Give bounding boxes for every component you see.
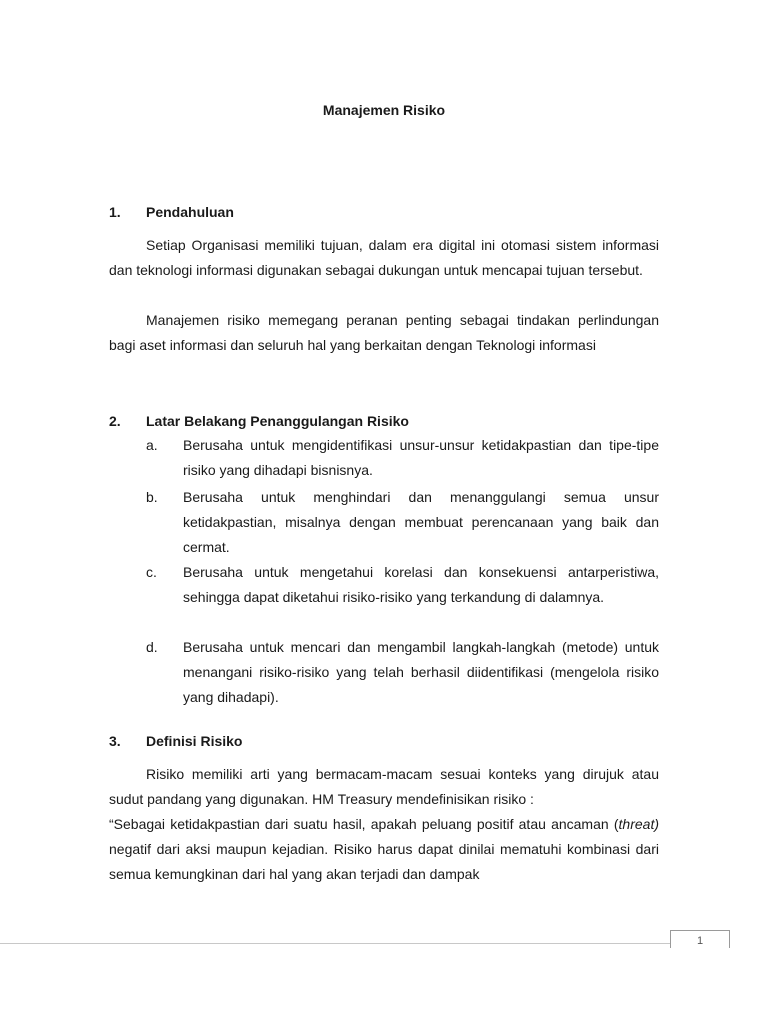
paragraph: Risiko memiliki arti yang bermacam-macam sesuai konteks yang dirujuk atau sudut pandang yang digunakan. HM Treasury mendefinisikan risiko :: [109, 766, 659, 807]
footer-rule: [0, 943, 670, 944]
quote-paragraph: [109, 812, 659, 887]
list-item: [146, 433, 659, 483]
list-item-marker: b.: [146, 489, 158, 505]
section-number: 2.: [109, 413, 121, 429]
list-item-text: Berusaha untuk mengetahui korelasi dan konsekuensi antarperistiwa, sehingga dapat diketahui risiko-risiko yang terkandung di dalamnya.: [183, 564, 659, 605]
paragraph: Setiap Organisasi memiliki tujuan, dalam era digital ini otomasi sistem informasi dan teknologi informasi digunakan sebagai dukungan untuk mencapai tujuan tersebut.: [109, 237, 659, 278]
section-title: Definisi Risiko: [146, 733, 243, 749]
section-title: Pendahuluan: [146, 204, 234, 220]
list-item: [146, 560, 659, 610]
list-item-text: Berusaha untuk mencari dan mengambil langkah-langkah (metode) untuk menangani risiko-risiko yang telah berhasil diidentifikasi (mengelola risiko yang dihadapi).: [183, 639, 659, 705]
quote-text: “Sebagai ketidakpastian dari suatu hasil, apakah peluang positif atau ancaman (: [109, 816, 619, 832]
list-item: [146, 635, 659, 710]
page-number: 1: [670, 930, 730, 948]
list-item-marker: d.: [146, 639, 158, 655]
quote-text: negatif dari aksi maupun kejadian. Risiko harus dapat dinilai mematuhi kombinasi dari semua kemungkinan dari hal yang akan terjadi dan dampak: [109, 841, 659, 882]
list-item-text: Berusaha untuk menghindari dan menanggulangi semua unsur ketidakpastian, misalnya dengan membuat perencanaan yang baik dan cermat.: [183, 489, 659, 555]
list-item: [146, 485, 659, 560]
quote-italic-term: threat): [618, 816, 659, 832]
paragraph: Manajemen risiko memegang peranan penting sebagai tindakan perlindungan bagi aset informasi dan seluruh hal yang berkaitan dengan Teknologi informasi: [109, 312, 659, 353]
section-number: 3.: [109, 733, 121, 749]
list-item-text: Berusaha untuk mengidentifikasi unsur-unsur ketidakpastian dan tipe-tipe risiko yang dihadapi bisnisnya.: [183, 437, 659, 478]
list-item-marker: c.: [146, 564, 157, 580]
list-item-marker: a.: [146, 437, 158, 453]
section-title: Latar Belakang Penanggulangan Risiko: [146, 413, 409, 429]
document-title: Manajemen Risiko: [322, 102, 446, 118]
section-number: 1.: [109, 204, 121, 220]
